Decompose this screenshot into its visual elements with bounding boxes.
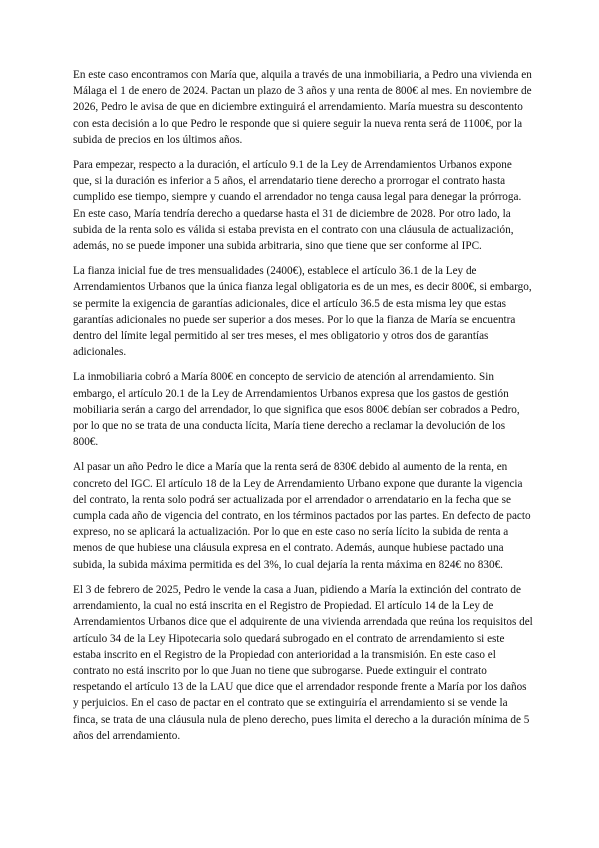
paragraph-1: En este caso encontramos con María que, alquila a través de una inmobiliaria, a Pedro una vivienda en Málaga el 1 de enero de 2024. Pactan un plazo de 3 años y una renta de 800€ al mes. En noviembre de 2026, Pedro le avisa de que en diciembre extinguirá el arrendamiento. María muestra su descontento con esta decisión a lo que Pedro le responde que si quiere seguir la nueva renta será de 1100€, por la subida de precios en los últimos años. xyxy=(73,69,532,146)
paragraph-4: La inmobiliaria cobró a María 800€ en concepto de servicio de atención al arrendamiento. Sin embargo, el artículo 20.1 de la Ley de Arrendamientos Urbanos expresa que los gastos de gestión mobiliaria serán a cargo del arrendador, lo que significa que esos 800€ debían ser cobrados a Pedro, por lo que no se trata de una conducta lícita, María tiene derecho a reclamar la devolución de los 800€. xyxy=(73,371,520,449)
paragraph-3: La fianza inicial fue de tres mensualidades (2400€), establece el artículo 36.1 de la Ley de Arrendamientos Urbanos que la única fianza legal obligatoria es de un mes, es decir 800€, si embargo, se permite la exigencia de garantías adicionales, dice el artículo 36.5 de esta misma ley que estas garantías adicionales no puede ser superior a dos meses. Por lo que la fianza de María se encuentra dentro del límite legal permitido al ser tres meses, el mes obligatorio y otros dos de garantías adicionales. xyxy=(73,265,532,359)
paragraph-6: El 3 de febrero de 2025, Pedro le vende la casa a Juan, pidiendo a María la extinción del contrato de arrendamiento, la cual no está inscrita en el Registro de Propiedad. El artículo 14 de la Ley de Arrendamientos Urbanos dice que el adquirente de una vivienda arrendada que reúna los requisitos del artículo 34 de la Ley Hipotecaria solo quedará subrogado en el contrato de arrendamiento si este estaba inscrito en el Registro de la Propiedad con anterioridad a la transmisión. En este caso el contrato no está inscrito por lo que Juan no tiene que subrogarse. Puede extinguir el contrato respetando el artículo 13 de la LAU que dice que el arrendador responde frente a María por los daños y perjuicios. En el caso de pactar en el contrato que se extinguiría el arrendamiento si se vende la finca, se trata de una cláusula nula de pleno derecho, pues limita el derecho a la duración mínima de 5 años del arrendamiento. xyxy=(73,583,533,742)
document-body xyxy=(73,67,533,753)
paragraph-5: Al pasar un año Pedro le dice a María que la renta será de 830€ debido al aumento de la renta, en concreto del IGC. El artículo 18 de la Ley de Arrendamiento Urbano expone que durante la vigencia del contrato, la renta solo podrá ser actualizada por el arrendador o arrendatario en la fecha que se cumpla cada año de vigencia del contrato, en los términos pactados por las partes. En defecto de pacto expreso, no se aplicará la actualización. Por lo que en este caso no sería lícito la subida de renta a menos de que hubiese una cláusula expresa en el contrato. Además, aunque hubiese pactado una subida, la subida máxima permitida es del 3%, lo cual dejaría la renta máxima en 824€ no 830€. xyxy=(73,461,531,571)
paragraph-2: Para empezar, respecto a la duración, el artículo 9.1 de la Ley de Arrendamientos Urbanos expone que, si la duración es inferior a 5 años, el arrendatario tiene derecho a prorrogar el contrato hasta cumplido ese tiempo, siempre y cuando el arrendador no tenga causa legal para denegar la prórroga. En este caso, María tendría derecho a quedarse hasta el 31 de diciembre de 2028. Por otro lado, la subida de la renta solo es válida si estaba prevista en el contrato con una cláusula de actualización, además, no se puede imponer una subida arbitraria, sino que tiene que ser conforme al IPC. xyxy=(73,159,522,253)
